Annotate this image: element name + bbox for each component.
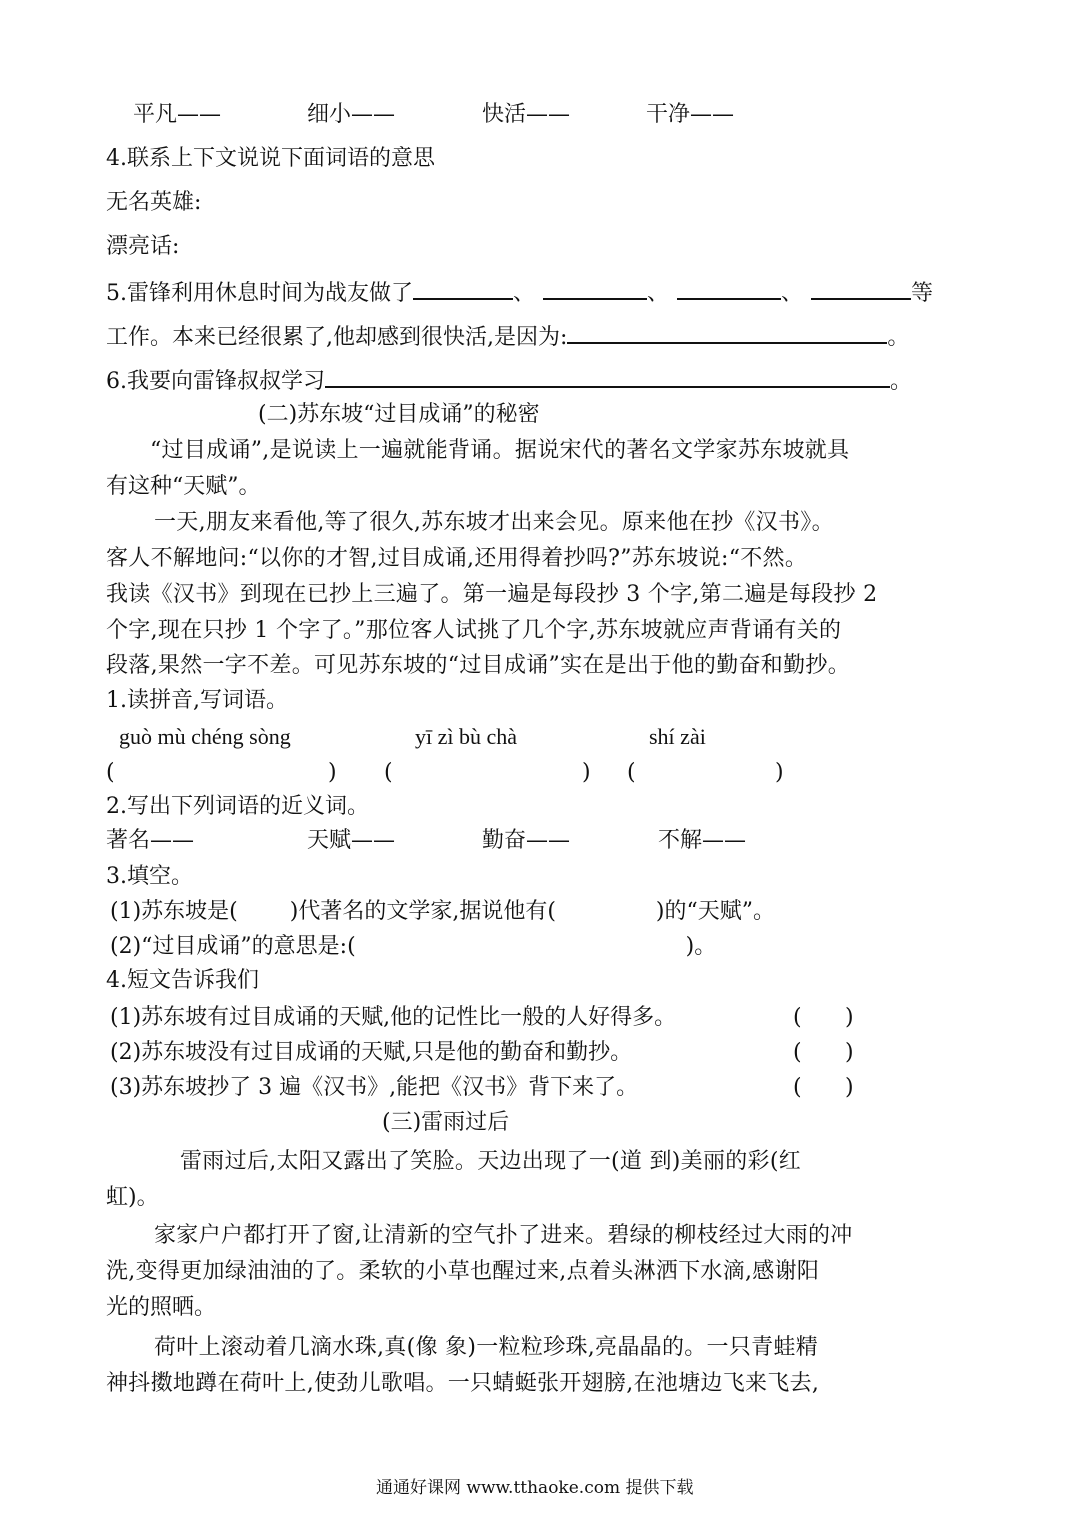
answer-blank[interactable] bbox=[811, 280, 911, 300]
fill-text: (2)“过目成诵”的意思是:( bbox=[110, 934, 356, 959]
separator: 、 bbox=[647, 281, 670, 306]
fill-line bbox=[110, 936, 716, 958]
passage-line: 洗,变得更加绿油油的了。柔软的小草也醒过来,点着头淋洒下水滴,感谢阳 bbox=[106, 1259, 820, 1284]
passage-line: 光的照晒。 bbox=[106, 1295, 217, 1320]
question-title: 4.短文告诉我们 bbox=[106, 968, 259, 993]
term-label: 无名英雄: bbox=[106, 190, 202, 215]
answer-blank[interactable] bbox=[325, 368, 890, 388]
judgment-bracket-close: ) bbox=[845, 1005, 854, 1030]
fill-text: )的“天赋”。 bbox=[655, 899, 775, 924]
judgment-bracket-open[interactable]: ( bbox=[793, 1075, 802, 1100]
passage-line: 家家户户都打开了窗,让清新的空气扑了进来。碧绿的柳枝经过大雨的冲 bbox=[154, 1223, 853, 1248]
judgment-item: (1)苏东坡有过目成诵的天赋,他的记性比一般的人好得多。 bbox=[110, 1005, 677, 1030]
passage-line: “过目成诵”,是说读上一遍就能背诵。据说宋代的著名文学家苏东坡就具 bbox=[150, 438, 850, 463]
separator: 、 bbox=[513, 281, 536, 306]
passage-line: 一天,朋友来看他,等了很久,苏东坡才出来会见。原来他在抄《汉书》。 bbox=[154, 510, 834, 535]
question-line bbox=[106, 368, 912, 393]
period: 。 bbox=[890, 369, 913, 394]
judgment-item: (2)苏东坡没有过目成诵的天赋,只是他的勤奋和勤抄。 bbox=[110, 1040, 633, 1065]
question-title: 1.读拼音,写词语。 bbox=[106, 688, 288, 713]
answer-blank[interactable] bbox=[567, 324, 887, 344]
passage-line: 虹)。 bbox=[106, 1185, 159, 1210]
answer-bracket-open: ( bbox=[106, 760, 115, 785]
passage-line: 荷叶上滚动着几滴水珠,真(像 象)一粒粒珍珠,亮晶晶的。一只青蛙精 bbox=[154, 1335, 819, 1360]
passage-line: 雷雨过后,太阳又露出了笑脸。天边出现了一(道 到)美丽的彩(红 bbox=[180, 1149, 802, 1174]
answer-bracket-close: ) bbox=[775, 760, 784, 785]
passage-line: 神抖擞地蹲在荷叶上,使劲儿歌唱。一只蜻蜓张开翅膀,在池塘边飞来飞去, bbox=[106, 1371, 820, 1396]
answer-bracket-close: ) bbox=[328, 760, 337, 785]
synonym-word: 干净—— bbox=[646, 102, 735, 127]
question-title: 3.填空。 bbox=[106, 864, 193, 889]
passage-line: 段落,果然一字不差。可见苏东坡的“过目成诵”实在是出于他的勤奋和勤抄。 bbox=[106, 653, 850, 678]
separator: 、 bbox=[781, 281, 804, 306]
judgment-bracket-close: ) bbox=[845, 1075, 854, 1100]
synonym-word: 著名—— bbox=[106, 828, 195, 853]
synonym-word: 细小—— bbox=[307, 102, 396, 127]
section-title: (三)雷雨过后 bbox=[382, 1110, 510, 1135]
q6-prefix: 6.我要向雷锋叔叔学习 bbox=[106, 369, 325, 394]
answer-bracket-open: ( bbox=[627, 760, 636, 785]
fill-text: )代著名的文学家,据说他有( bbox=[289, 899, 556, 924]
passage-line: 有这种“天赋”。 bbox=[106, 474, 261, 499]
judgment-bracket-close: ) bbox=[845, 1040, 854, 1065]
synonym-word: 不解—— bbox=[658, 828, 747, 853]
question-line bbox=[106, 280, 933, 305]
judgment-bracket-open[interactable]: ( bbox=[793, 1005, 802, 1030]
term-label: 漂亮话: bbox=[106, 234, 180, 259]
question-title: 4.联系上下文说说下面词语的意思 bbox=[106, 146, 435, 171]
synonym-word: 天赋—— bbox=[307, 828, 396, 853]
fill-line bbox=[110, 901, 775, 923]
footer-text: 通通好课网 www.tthaoke.com 提供下载 bbox=[376, 1478, 694, 1498]
q5-suffix: 等 bbox=[911, 281, 934, 306]
synonym-word: 勤奋—— bbox=[482, 828, 571, 853]
pinyin: shí zài bbox=[649, 724, 706, 749]
question-line bbox=[106, 324, 909, 349]
pinyin: guò mù chéng sòng bbox=[119, 724, 291, 749]
passage-line: 我读《汉书》到现在已抄上三遍了。第一遍是每段抄 3 个字,第二遍是每段抄 2 bbox=[106, 582, 878, 607]
answer-blank[interactable] bbox=[543, 280, 647, 300]
fill-text: (1)苏东坡是( bbox=[110, 899, 238, 924]
judgment-bracket-open[interactable]: ( bbox=[793, 1040, 802, 1065]
synonym-word: 快活—— bbox=[482, 102, 571, 127]
answer-bracket-close: ) bbox=[582, 760, 591, 785]
answer-blank[interactable] bbox=[677, 280, 781, 300]
period: 。 bbox=[887, 325, 910, 350]
fill-text: )。 bbox=[685, 934, 717, 959]
pinyin: yī zì bù chà bbox=[415, 724, 518, 749]
synonym-word: 平凡—— bbox=[133, 102, 222, 127]
q5-line2: 工作。本来已经很累了,他却感到很快活,是因为: bbox=[106, 325, 568, 350]
passage-line: 客人不解地问:“以你的才智,过目成诵,还用得着抄吗?”苏东坡说:“不然。 bbox=[106, 546, 808, 571]
judgment-item: (3)苏东坡抄了 3 遍《汉书》,能把《汉书》背下来了。 bbox=[110, 1075, 639, 1100]
passage-line: 个字,现在只抄 1 个字了。”那位客人试挑了几个字,苏东坡就应声背诵有关的 bbox=[106, 618, 842, 643]
q5-prefix: 5.雷锋利用休息时间为战友做了 bbox=[106, 281, 413, 306]
question-title: 2.写出下列词语的近义词。 bbox=[106, 794, 369, 819]
answer-blank[interactable] bbox=[413, 280, 513, 300]
answer-bracket-open: ( bbox=[384, 760, 393, 785]
section-title: (二)苏东坡“过目成诵”的秘密 bbox=[258, 402, 540, 427]
